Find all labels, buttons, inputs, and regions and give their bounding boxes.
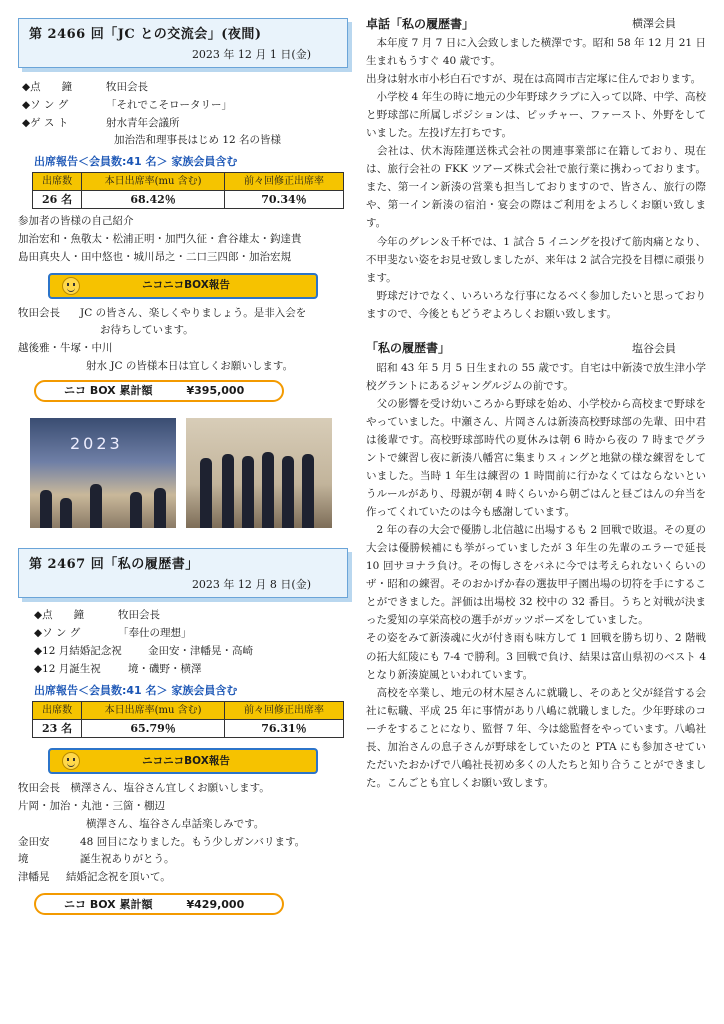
meeting-2466-info [18, 78, 348, 149]
message-text: 誕生祝ありがとう。 [80, 853, 175, 866]
smile-icon [62, 277, 80, 295]
talk-1-paragraph: 小学校 4 年生の時に地元の少年野球クラブに入って以降、中学、高校と野球部に所属しポジションは、ピッチャー、ファースト、外野をしていました。左投げ左打ちです。 [366, 91, 706, 140]
message-author: 境 [18, 853, 29, 866]
attendance-value-cell: 76.31％ [224, 720, 343, 738]
info-value: 「奉仕の理想」 [118, 626, 192, 639]
talk-2-author: 塩谷会員 [632, 342, 676, 356]
message-text: お待ちしています。 [100, 324, 194, 337]
event-photo [30, 418, 176, 528]
attendance-header-cell: 本日出席率(mu 含む) [82, 173, 225, 191]
photo-figure [130, 492, 142, 528]
message-group-text: 射水 JC の皆様本日は宜しくお願いします。 [86, 360, 294, 373]
intro-line: 島田真央人・田中悠也・城川昂之・二口三四郎・加治宏規 [18, 250, 291, 263]
info-value: 境・磯野・横澤 [128, 662, 202, 675]
attendance-value-cell: 26 名 [33, 191, 82, 209]
message-author [18, 322, 100, 340]
box-message [18, 305, 348, 323]
guest-detail: 加治浩和理事長はじめ 12 名の皆様 [114, 134, 282, 146]
box-banner-label: ニコニコBOX報告 [142, 754, 230, 767]
box-total [34, 893, 284, 915]
info-value: 金田安・津幡晃・高崎 [148, 644, 253, 657]
attendance-header-row [33, 702, 344, 720]
attendance-value-cell: 68.42％ [82, 191, 225, 209]
attendance-value-cell: 70.34％ [224, 191, 343, 209]
info-label: ◆点 鐘 [34, 608, 85, 621]
box-message [18, 869, 348, 887]
message-author: 牧田会長 [18, 306, 60, 319]
photo-figure [222, 454, 234, 528]
attendance-value-cell: 65.79％ [82, 720, 225, 738]
total-label: ニコ BOX 累計額 [64, 384, 153, 398]
intro-line: 加治宏和・魚敬太・松浦正明・加門久征・倉谷雄太・鈎達貴 [18, 232, 302, 245]
photo-figure [154, 488, 166, 528]
attendance-heading: 出席報告＜会員数:41 名＞ 家族会員含む [34, 155, 238, 168]
attendance-header-cell: 本日出席率(mu 含む) [82, 702, 225, 720]
total-amount: ¥429,000 [186, 897, 245, 911]
box-banner-label: ニコニコBOX報告 [142, 279, 230, 292]
nikoniko-box-banner [48, 748, 318, 774]
attendance-heading: 出席報告＜会員数:41 名＞ 家族会員含む [34, 684, 238, 697]
talk-1-author: 横澤会員 [632, 17, 676, 31]
nikoniko-box-banner [48, 273, 318, 299]
talk-2-paragraph: 昭和 43 年 5 月 5 日生まれの 55 歳です。自宅は中新湊で放生津小学校グラントにあるジャングルジムの前です。 [366, 361, 706, 392]
box-message [18, 322, 348, 340]
talk-2-title: 「私の履歴書」 [366, 341, 451, 356]
right-column [366, 14, 706, 792]
attendance-header-cell: 前々回修正出席率 [224, 173, 343, 191]
total-label: ニコ BOX 累計額 [64, 897, 153, 911]
attendance-value-row [33, 720, 344, 738]
photo-figure [60, 498, 72, 528]
talk-2-paragraph: その姿をみて新湊魂に火が付き雨も味方して 1 回戦を勝ち切り、2 階戦の拓大紅陵にも 7-4 で勝利。3 回戦で負け、結果は富山県初のベスト 4 となり新湊旋風といわれています。 [366, 632, 706, 681]
talk-2-paragraph: 2 年の春の大会で優勝し北信越に出場するも 2 回戦で敗退。その夏の大会は優勝候補にも挙がっていましたが 3 年生の先輩のエラーで延長 10 回サヨナラ負け。その悔しさをバネに今では考えられないくらいのザ・昭和の練習。そのおかげか春の選抜甲子園出場の切符を手にすることができました。評価は出場校 32 校中の 32 番目。うちと対戦が決まった愛知の享栄高校の選手がガッツポーズをしていました。 [366, 524, 706, 627]
info-label: ◆ソ ン グ [34, 626, 81, 639]
box-message [18, 851, 348, 869]
left-column [18, 18, 348, 915]
attendance-value-cell: 23 名 [33, 720, 82, 738]
photo-figure [242, 456, 254, 528]
intro-heading: 参加者の皆様の自己紹介 [18, 215, 134, 228]
event-photo [186, 418, 332, 528]
talk-1-paragraph: 会社は、伏木海陸運送株式会社の関連事業部に在籍しており、現在は、旅行会社の FKK ツアーズ株式会社で旅行業に携わっております。また、第一イン新湊の営業も担当しておりますので、皆さん、旅行の際や、第一イン新湊の宿泊・宴会の際はご利用をよろしくお願い致します。 [366, 145, 706, 230]
info-song [34, 624, 348, 642]
message-group-text: 横澤さん、塩谷さん卓話楽しみです。 [86, 817, 265, 830]
attendance-table [32, 172, 344, 209]
message-author: 津幡晃 [18, 871, 50, 884]
meeting-2466-title: 第 2466 回「JC との交流会」(夜間) [29, 27, 262, 42]
info-label: ◆12 月誕生祝 [34, 662, 101, 675]
photo-figure [90, 484, 102, 528]
message-text: JC の皆さん、楽しくやりましょう。是非入会を [80, 306, 307, 319]
photo-figure [302, 454, 314, 528]
info-label: ◆点 鐘 [22, 80, 73, 93]
talk-2-paragraph: 父の影響を受け幼いころから野球を始め、小学校から高校まで野球をやっていました。中瀬さん、片岡さんは新湊高校野球部の先輩、田中君は後輩です。高校野球部時代の夏休みは朝 6 時から夜の 7 時までグラントで練習し夜に新湊八幡宮に集まりスィングと地獄の様な練習をしていました。当時 1 年生は練習の 1 時間前に行かなくてはならないというルールがあり、母親が朝 4 時くらいから朝ごはんと昼ごはんの弁当を作ってくれていたのは今も感謝しています。 [366, 397, 706, 519]
talk-1-title: 卓話「私の履歴書」 [366, 16, 475, 31]
attendance-header-cell: 出席数 [33, 702, 82, 720]
message-author: 金田安 [18, 835, 50, 848]
message-group: 越後雅・牛塚・中川 [18, 342, 113, 355]
talk-1-paragraph: 今年のグレン＆千杯では、1 試合 5 イニングを投げて筋肉痛となり、不甲斐ない姿をお見せ致しましたが、来年は 2 試合完投を目標に頑張ります。 [366, 235, 706, 284]
photo-figure [200, 458, 212, 528]
meeting-2467-title: 第 2467 回「私の履歴書」 [29, 557, 199, 572]
meeting-2467-info [30, 606, 348, 678]
message-lead: 牧田会長 横澤さん、塩谷さん宜しくお願いします。 [18, 782, 270, 795]
talk-1-paragraph: 出身は射水市小杉白石ですが、現在は高岡市吉定塚に住んでおります。 [366, 73, 702, 86]
attendance-header-cell: 前々回修正出席率 [224, 702, 343, 720]
meeting-2466-date: 2023 年 12 月 1 日(金) [191, 47, 311, 61]
total-amount: ¥395,000 [186, 384, 245, 398]
message-group: 片岡・加治・丸池・三箇・棚辺 [18, 799, 165, 812]
attendance-header-cell: 出席数 [33, 173, 82, 191]
info-label: ◆ゲ ス ト [22, 116, 69, 129]
attendance-value-row [33, 191, 344, 209]
photo-figure [40, 490, 52, 528]
info-song [22, 96, 348, 114]
info-birthday [34, 660, 348, 678]
info-value: 「それでこそロータリー」 [106, 98, 232, 111]
info-value: 牧田会長 [118, 608, 160, 621]
info-bell [22, 78, 348, 96]
photo-banner: 2023 [70, 434, 123, 453]
meeting-2467-date: 2023 年 12 月 8 日(金) [191, 577, 311, 591]
event-photos [30, 418, 348, 528]
photo-figure [282, 456, 294, 528]
info-guest [22, 114, 348, 132]
message-text: 結婚記念祝を頂いて。 [66, 871, 171, 884]
meeting-2466-header [18, 18, 348, 68]
box-total [34, 380, 284, 402]
photo-figure [262, 452, 274, 528]
info-value: 射水青年会議所 [106, 116, 180, 129]
info-wedding [34, 642, 348, 660]
smile-icon [62, 752, 80, 770]
talk-2-title-row [366, 339, 706, 359]
info-label: ◆ソ ン グ [22, 98, 69, 111]
talk-1-paragraph: 本年度 7 月 7 日に入会致しました横澤です。昭和 58 年 12 月 21 日生まれもうすぐ 40 歳です。 [366, 37, 706, 68]
meeting-2467-header [18, 548, 348, 598]
attendance-header-row [33, 173, 344, 191]
talk-1-title-row [366, 14, 706, 34]
info-label: ◆12 月結婚記念祝 [34, 644, 122, 657]
info-value: 牧田会長 [106, 80, 148, 93]
talk-2-paragraph: 高校を卒業し、地元の材木屋さんに就職し、そのあと父が経営する会社に転職、平成 25 年に事情があり八嶋に就職しました。少年野球のコーチをすることになり、監督 7 年、今は総監督をやっています。八嶋社長、加治さんの息子さんが野球をしていたのと PTA にも参加させていただいたおかげで八嶋社長初め多くの人たちと知り合うことができました。こんごとも宜しくお願い致します。 [366, 686, 706, 789]
info-bell [34, 606, 348, 624]
message-text: 48 回目になりました。もう少しガンバリます。 [80, 835, 306, 848]
talk-1-paragraph: 野球だけでなく、いろいろな行事になるべく参加したいと思っておりますので、今後ともどうぞよろしくお願い致します。 [366, 289, 706, 320]
attendance-table [32, 701, 344, 738]
box-message [18, 834, 348, 852]
